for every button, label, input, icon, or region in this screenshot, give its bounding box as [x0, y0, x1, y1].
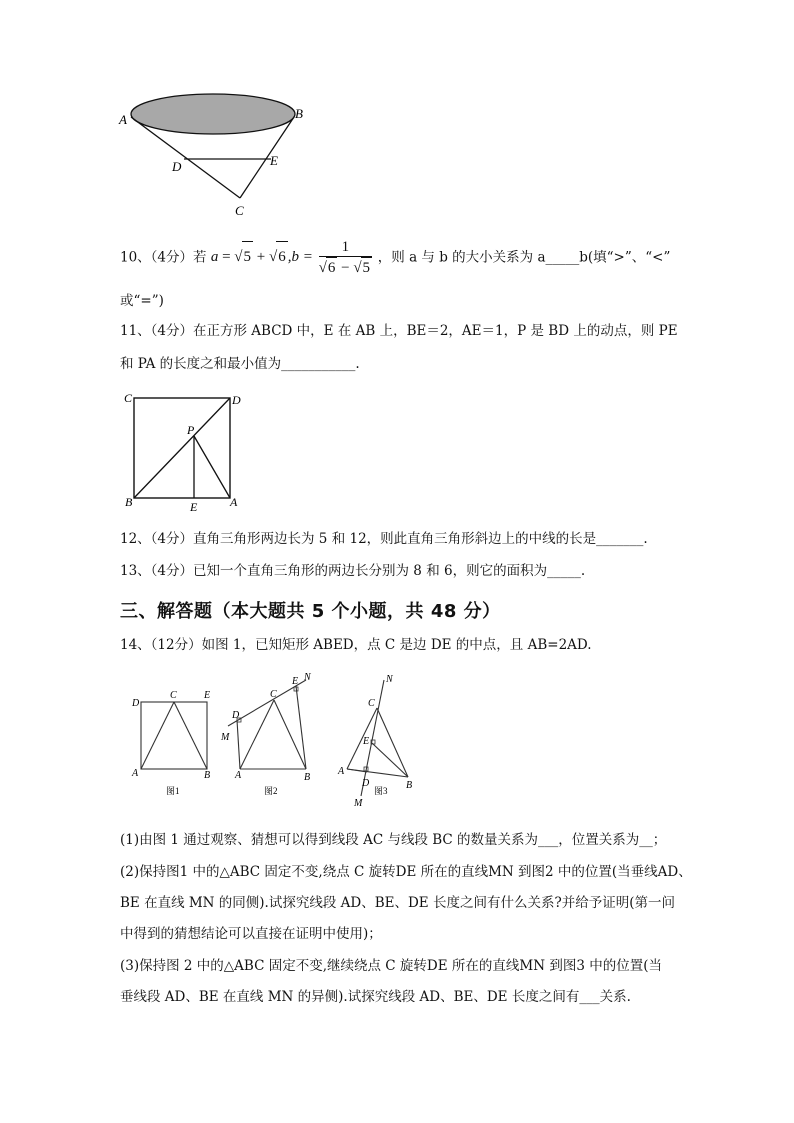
figure-2 — [220, 672, 312, 796]
label-a: A — [119, 112, 127, 127]
fig3-label-m: M — [354, 798, 363, 809]
q10-fraction — [319, 238, 372, 278]
label-b: B — [125, 495, 133, 509]
segment-pa — [194, 436, 230, 498]
label-c: C — [124, 391, 133, 405]
fig2-label-e: E — [292, 676, 299, 687]
label-d: D — [232, 393, 241, 407]
figure-3 — [337, 674, 412, 809]
section-3-heading: 三、解答题（本大题共 5 个小题，共 48 分） — [120, 601, 501, 622]
fig2-label-d: D — [232, 710, 240, 721]
q10-var-a: a — [210, 249, 219, 266]
cone-ellipse — [131, 94, 295, 134]
q14-part-3-line2: 垂线段 AD、BE 在直线 MN 的异侧).试探究线段 AD、BE、DE 长度之间有___关系. — [120, 989, 631, 1005]
q14-part-2-line2: BE 在直线 MN 的同侧).试探究线段 AD、BE、DE 长度之间有什么关系?并给予证明(第一问 — [120, 895, 675, 911]
q10-numerator: 1 — [319, 238, 372, 257]
q10-prefix: 10、（4分）若 — [120, 249, 207, 266]
q10-eq: = — [218, 249, 235, 266]
fig2-label-m: M — [221, 732, 230, 743]
fig1-label-c: C — [170, 690, 177, 701]
fig2-line-be — [296, 686, 306, 769]
fig2-label-c: C — [270, 689, 277, 700]
square-figure — [122, 388, 247, 516]
fig3-caption: 图3 — [374, 786, 388, 796]
fig3-label-d: D — [362, 778, 370, 789]
square-diagonal-bd — [134, 398, 230, 498]
q10-comma-b: ,b = — [287, 249, 317, 266]
fig1-label-e: E — [204, 690, 211, 701]
question-14-intro: 14、（12分）如图 1，已知矩形 ABED，点 C 是边 DE 的中点，且 AB=2AD. — [120, 637, 592, 653]
fig2-caption: 图2 — [264, 786, 278, 796]
fig2-line-ac — [240, 700, 274, 769]
fig1-caption: 图1 — [166, 786, 180, 796]
label-c: C — [235, 203, 244, 218]
fig2-label-a: A — [235, 770, 242, 781]
label-a: A — [230, 495, 238, 509]
fig2-label-n: N — [304, 672, 311, 683]
fig3-label-n: N — [386, 674, 393, 685]
label-e: E — [270, 153, 278, 168]
question-10 — [120, 238, 670, 278]
fig3-line-bc — [377, 708, 408, 777]
cone-figure — [118, 90, 318, 225]
fig1-label-d: D — [132, 698, 140, 709]
fig3-label-c: C — [368, 698, 375, 709]
q10-sqrt6: 6 — [276, 241, 288, 272]
q10-suffix: ，则 a 与 b 的大小关系为 a_____b(填“>”、“<” — [377, 249, 671, 266]
label-e: E — [190, 500, 198, 514]
question-11-line1: 11、（4分）在正方形 ABCD 中，E 在 AB 上，BE＝2，AE＝1，P 是 BD 上的动点，则 PE — [120, 323, 678, 339]
q10-den-sqrt6: 6 — [326, 257, 338, 278]
fig1-line-ac — [141, 702, 174, 769]
question-11-line2: 和 PA 的长度之和最小值为___________. — [120, 356, 360, 372]
fig3-label-e: E — [363, 736, 370, 747]
q10-plus: + — [253, 249, 269, 266]
figure-1 — [131, 690, 210, 796]
fig2-line-ad — [237, 720, 240, 769]
label-p: P — [187, 423, 195, 437]
q14-part-2-line1: (2)保持图1 中的△ABC 固定不变,绕点 C 旋转DE 所在的直线MN 到图2 中的位置(当垂线AD、 — [120, 864, 692, 880]
question-13: 13、（4分）已知一个直角三角形的两边长分别为 8 和 6，则它的面积为_____. — [120, 563, 586, 579]
fig1-label-b: B — [204, 770, 211, 781]
q14-part-3-line1: (3)保持图 2 中的△ABC 固定不变,继续绕点 C 旋转DE 所在的直线MN 到图3 中的位置(当 — [120, 958, 662, 974]
fig3-line-be — [372, 743, 408, 777]
fig2-line-bc — [274, 700, 306, 769]
fig3-label-a: A — [338, 766, 345, 777]
question-10-line2: 或“=”) — [120, 293, 164, 309]
q10-denominator: √6 − √5 — [319, 257, 372, 278]
fig1-label-a: A — [132, 768, 139, 779]
label-b: B — [295, 106, 303, 121]
fig2-label-b: B — [304, 772, 311, 783]
q10-formula: a = √5 + √6 ,b = $\frac{1}{√6 - √5}$ — [210, 239, 371, 276]
q10-minus: − — [337, 260, 354, 276]
q14-figures — [128, 668, 428, 810]
q10-den-sqrt5: 5 — [361, 257, 373, 278]
q10-sqrt5: 5 — [242, 241, 254, 272]
question-12: 12、（4分）直角三角形两边长为 5 和 12，则此直角三角形斜边上的中线的长是_______. — [120, 531, 648, 547]
fig1-line-bc — [174, 702, 207, 769]
q14-part-1: (1)由图 1 通过观察、猜想可以得到线段 AC 与线段 BC 的数量关系为___，位置关系为__； — [120, 832, 667, 848]
label-d: D — [172, 159, 182, 174]
fig1-rectangle — [141, 702, 207, 769]
fig3-label-b: B — [406, 780, 413, 791]
q14-part-2-line3: 中得到的猜想结论可以直接在证明中使用)； — [120, 926, 382, 942]
